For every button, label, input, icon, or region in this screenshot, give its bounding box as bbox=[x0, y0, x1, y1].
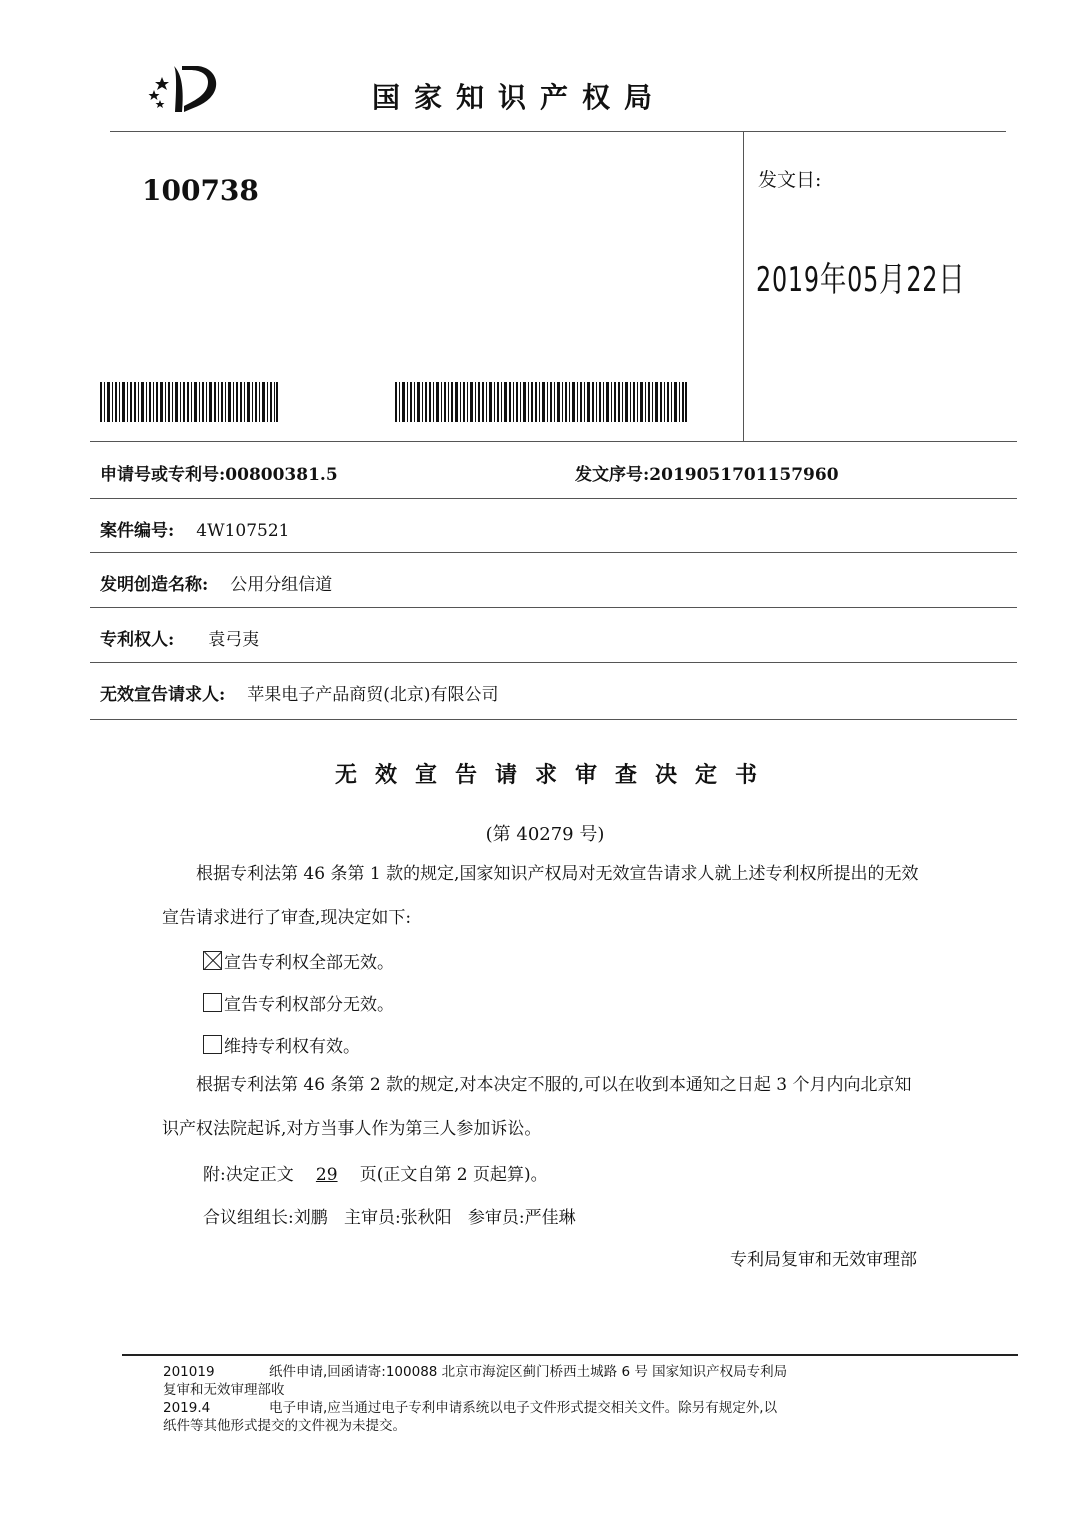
application-number-label: 申请号或专利号: bbox=[100, 465, 226, 485]
option-label: 宣告专利权部分无效。 bbox=[224, 995, 394, 1015]
decision-paragraph-2: 根据专利法第 46 条第 2 款的规定,对本决定不服的,可以在收到本通知之日起 3 个月内向北京知识产权法院起诉,对方当事人作为第三人参加诉讼。 bbox=[162, 1075, 912, 1139]
serial-number-label: 发文序号: bbox=[575, 465, 650, 485]
issue-date-label: 发文日: bbox=[758, 169, 822, 191]
case-number-label: 案件编号: bbox=[100, 521, 175, 541]
date-column-divider bbox=[743, 131, 744, 441]
requester-label: 无效宣告请求人: bbox=[100, 685, 226, 705]
decision-number: (第 40279 号) bbox=[485, 824, 605, 845]
table-divider bbox=[90, 552, 1017, 553]
table-divider bbox=[90, 441, 1017, 442]
option-invalid-entirely bbox=[203, 948, 394, 973]
decision-title: 无效宣告请求审查决定书 bbox=[334, 763, 775, 788]
attachment-prefix: 附:决定正文 bbox=[203, 1165, 294, 1185]
option-label: 宣告专利权全部无效。 bbox=[224, 953, 394, 973]
footer-line-2: 电子申请,应当通过电子专利申请系统以电子文件形式提交相关文件。除另有规定外,以 bbox=[269, 1400, 778, 1416]
footer-code-2: 2019.4 bbox=[163, 1400, 211, 1416]
checkbox-checked-icon bbox=[203, 951, 222, 970]
footer-notes bbox=[163, 1363, 933, 1435]
checkbox-empty-icon bbox=[203, 1035, 222, 1054]
case-number-row bbox=[100, 516, 289, 541]
barcode-right bbox=[395, 382, 687, 422]
patentee-label: 专利权人: bbox=[100, 630, 175, 650]
requester-value: 苹果电子产品商贸(北京)有限公司 bbox=[247, 685, 499, 705]
footer-line-1b: 复审和无效审理部收 bbox=[163, 1382, 285, 1398]
panel-members: 合议组组长:刘鹏 主审员:张秋阳 参审员:严佳琳 bbox=[203, 1208, 576, 1228]
footer-code-1: 201019 bbox=[163, 1364, 215, 1380]
attachment-pages: 29 bbox=[315, 1165, 338, 1185]
header-divider bbox=[110, 131, 1006, 132]
serial-number-row bbox=[575, 460, 839, 485]
serial-number-value: 2019051701157960 bbox=[649, 465, 839, 485]
patentee-row bbox=[100, 625, 259, 650]
attachment-line bbox=[203, 1160, 548, 1185]
application-number-row bbox=[100, 460, 338, 485]
patentee-value: 袁弓夷 bbox=[208, 630, 260, 650]
office-name: 国家知识产权局 bbox=[372, 81, 667, 114]
table-divider bbox=[90, 607, 1017, 608]
footer-line-2b: 纸件等其他形式提交的文件视为未提交。 bbox=[163, 1418, 406, 1434]
application-number-value: 00800381.5 bbox=[225, 465, 338, 485]
requester-row bbox=[100, 680, 499, 705]
issue-date-value: 2019年05月22日 bbox=[756, 260, 966, 300]
postcode: 100738 bbox=[142, 174, 259, 207]
decision-paragraph-1: 根据专利法第 46 条第 1 款的规定,国家知识产权局对无效宣告请求人就上述专利权所提出的无效宣告请求进行了审查,现决定如下: bbox=[162, 864, 919, 928]
footer-divider bbox=[122, 1354, 1018, 1356]
case-number-value: 4W107521 bbox=[196, 521, 290, 541]
invention-title-row bbox=[100, 570, 332, 595]
invention-title-label: 发明创造名称: bbox=[100, 575, 209, 595]
barcode-left bbox=[100, 382, 278, 422]
option-invalid-partially bbox=[203, 990, 394, 1015]
table-divider bbox=[90, 498, 1017, 499]
table-divider bbox=[90, 719, 1017, 720]
option-label: 维持专利权有效。 bbox=[224, 1037, 360, 1057]
invention-title-value: 公用分组信道 bbox=[230, 575, 333, 595]
attachment-suffix: 页(正文自第 2 页起算)。 bbox=[359, 1165, 548, 1185]
option-maintain-valid bbox=[203, 1032, 360, 1057]
cnipa-emblem-icon bbox=[140, 60, 230, 120]
table-divider bbox=[90, 662, 1017, 663]
issuing-department: 专利局复审和无效审理部 bbox=[730, 1250, 917, 1270]
checkbox-empty-icon bbox=[203, 993, 222, 1012]
footer-line-1: 纸件申请,回函请寄:100088 北京市海淀区蓟门桥西土城路 6 号 国家知识产权局专利局 bbox=[269, 1364, 788, 1380]
